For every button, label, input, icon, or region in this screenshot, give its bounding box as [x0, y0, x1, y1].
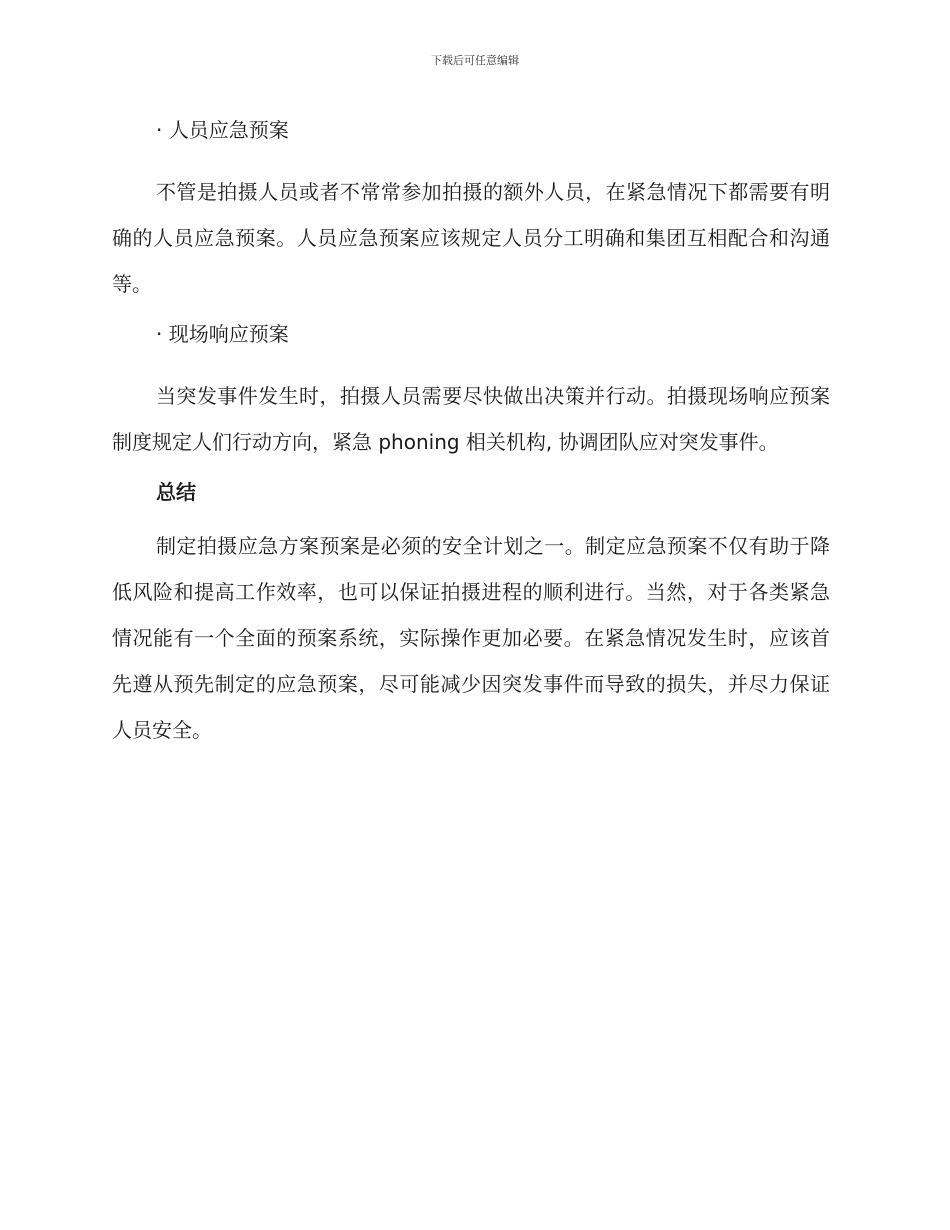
paragraph-personnel-plan: 不管是拍摄人员或者不常常参加拍摄的额外人员，在紧急情况下都需要有明确的人员应急预案。人员应急预案应该规定人员分工明确和集团互相配合和沟通等。 [112, 180, 830, 296]
paragraph-onsite-response: 当突发事件发生时，拍摄人员需要尽快做出决策并行动。拍摄现场响应预案制度规定人们行动方向，紧急 phoning 相关机构, 协调团队应对突发事件。 [112, 384, 830, 454]
document-body [112, 113, 830, 763]
section-bullet-personnel-plan: · 人员应急预案 [156, 118, 289, 142]
page-header: 下载后可任意编辑 [431, 54, 519, 67]
section-bullet-onsite-response: · 现场响应预案 [156, 322, 289, 346]
section-heading-summary: 总结 [156, 480, 196, 504]
paragraph-summary: 制定拍摄应急方案预案是必须的安全计划之一。制定应急预案不仅有助于降低风险和提高工作效率，也可以保证拍摄进程的顺利进行。当然，对于各类紧急情况能有一个全面的预案系统，实际操作更加必要。在紧急情况发生时，应该首先遵从预先制定的应急预案，尽可能减少因突发事件而导致的损失，并尽力保证人员安全。 [112, 534, 830, 742]
